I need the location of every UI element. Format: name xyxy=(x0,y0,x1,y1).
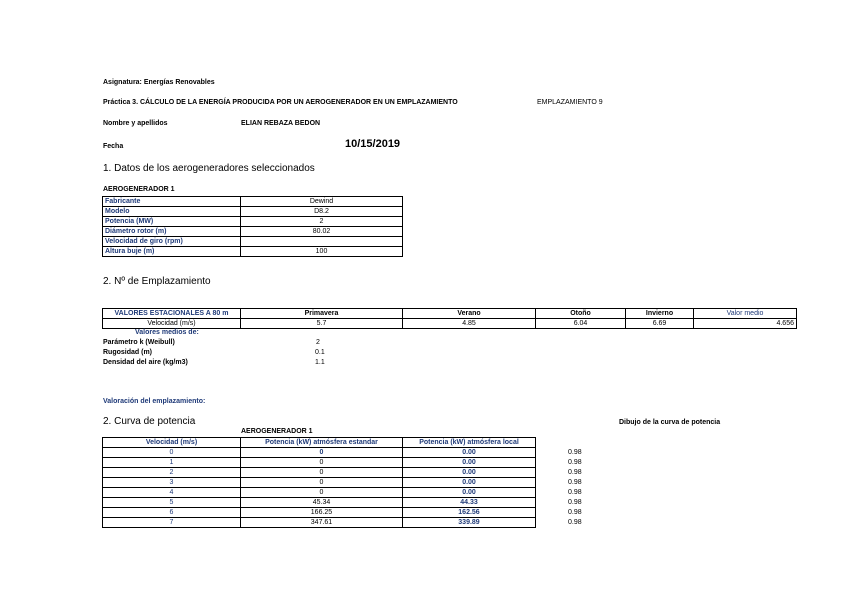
nombre-label: Nombre y apellidos xyxy=(103,120,168,127)
factor-value: 0.98 xyxy=(568,459,582,466)
table-row: 1 0 0.00 xyxy=(103,458,536,468)
factor-value: 0.98 xyxy=(568,519,582,526)
section3-title: 2. Curva de potencia xyxy=(103,416,196,427)
curva-potencia-table xyxy=(102,437,536,528)
nombre-value: ELIAN REBAZA BEDON xyxy=(241,120,321,127)
factor-value: 0.98 xyxy=(568,499,582,506)
factor-value: 0.98 xyxy=(568,449,582,456)
factor-value: 0.98 xyxy=(568,489,582,496)
table-row: 2 0 0.00 xyxy=(103,468,536,478)
medio-label: Densidad del aire (kg/m3) xyxy=(103,359,188,366)
table-row: 0 0 0.00 xyxy=(103,448,536,458)
asignatura: Asignatura: Energías Renovables xyxy=(103,79,215,86)
valoracion-label: Valoración del emplazamiento: xyxy=(103,398,206,405)
medio-value: 1.1 xyxy=(315,359,325,366)
factor-value: 0.98 xyxy=(568,509,582,516)
factor-value: 0.98 xyxy=(568,469,582,476)
fecha-label: Fecha xyxy=(103,143,124,150)
dibujo-label: Dibujo de la curva de potencia xyxy=(619,419,721,426)
table-row: Diámetro rotor (m) 80.02 xyxy=(103,227,403,237)
table-row: Fabricante Dewind xyxy=(103,197,403,207)
table-row: Potencia (MW) 2 xyxy=(103,217,403,227)
table-row: Altura buje (m) 100 xyxy=(103,247,403,257)
emplazamiento-label: EMPLAZAMIENTO 9 xyxy=(537,99,603,106)
table-row: Velocidad (m/s) 5.7 4.85 6.04 6.69 4.656 xyxy=(103,319,797,329)
factor-value: 0.98 xyxy=(568,479,582,486)
medio-value: 2 xyxy=(316,339,320,346)
curva-aero-label: AEROGENERADOR 1 xyxy=(241,428,313,435)
table-row: 3 0 0.00 xyxy=(103,478,536,488)
table-row: Velocidad de giro (rpm) xyxy=(103,237,403,247)
section1-title: 1. Datos de los aerogeneradores seleccionados xyxy=(103,163,315,174)
practica-title: Práctica 3. CÁLCULO DE LA ENERGÍA PRODUCIDA POR UN AEROGENERADOR EN UN EMPLAZAMIENTO xyxy=(103,99,458,106)
aerogenerador-table xyxy=(102,196,403,257)
table-header-row: VALORES ESTACIONALES A 80 m Primavera Verano Otoño Invierno Valor medio xyxy=(103,309,797,319)
section1-subtitle: AEROGENERADOR 1 xyxy=(103,186,175,193)
table-row: 5 45.34 44.33 xyxy=(103,498,536,508)
medio-label: Parámetro k (Weibull) xyxy=(103,339,175,346)
table-row: 4 0 0.00 xyxy=(103,488,536,498)
estacionales-table xyxy=(102,308,797,329)
factor-column xyxy=(568,448,582,528)
table-header-row: Velocidad (m/s) Potencia (kW) atmósfera estandar Potencia (kW) atmósfera local xyxy=(103,438,536,448)
medio-value: 0.1 xyxy=(315,349,325,356)
table-row: Modelo D8.2 xyxy=(103,207,403,217)
table-row: 6 166.25 162.56 xyxy=(103,508,536,518)
valores-medios-title: Valores medios de: xyxy=(135,329,199,336)
fecha-value: 10/15/2019 xyxy=(345,138,401,150)
medio-label: Rugosidad (m) xyxy=(103,349,152,356)
table-row: 7 347.61 339.89 xyxy=(103,518,536,528)
section2-title: 2. Nº de Emplazamiento xyxy=(103,276,211,287)
